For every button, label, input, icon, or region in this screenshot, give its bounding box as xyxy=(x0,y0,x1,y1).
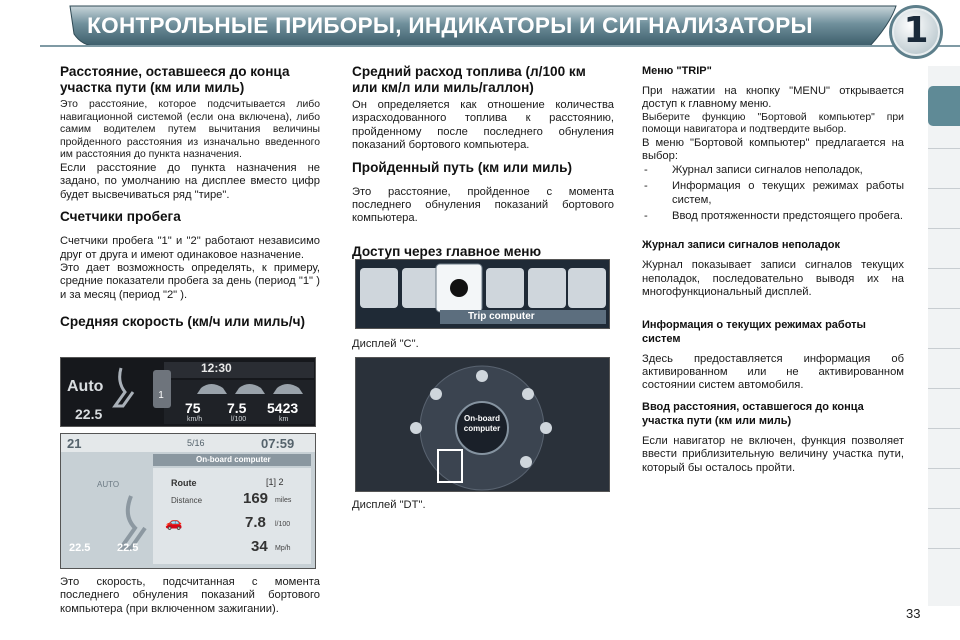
section-title-distance-travelled: Пройденный путь (км или миль) xyxy=(352,159,573,175)
section-title-odometers: Счетчики пробега xyxy=(60,209,181,225)
section-title-trip-menu: Меню "TRIP" xyxy=(642,65,712,77)
menu-options-list xyxy=(642,164,904,224)
caption-display-c: Дисплей "С". xyxy=(352,338,419,350)
header-band xyxy=(0,0,960,60)
display-speed-value: 75 xyxy=(185,400,201,416)
paragraph: При нажатии на кнопку "MENU" открывается доступ к главному меню. xyxy=(642,85,904,111)
trip-computer-menu-screen xyxy=(355,259,610,329)
section-title-fault-log: Журнал записи сигналов неполадок xyxy=(642,239,840,252)
onboard-computer-center-label: On-board computer xyxy=(463,414,501,433)
speed-unit: Mp/h xyxy=(275,545,291,552)
car-icon: 🚗 xyxy=(165,514,183,530)
display-speed-unit: km/h xyxy=(187,416,203,423)
outside-temperature: 21 xyxy=(67,436,82,451)
distance-unit: miles xyxy=(275,497,292,504)
paragraph: В меню "Бортовой компьютер" предлагается на выбор: xyxy=(642,137,904,163)
consumption-value: 7.8 xyxy=(245,514,266,531)
paragraph: Это дает возможность определять, к примеру, средние показатели пробега за день (период "1" ) и за месяц (период "2" ). xyxy=(60,262,320,301)
consumption-unit: l/100 xyxy=(275,521,291,528)
page-number: 33 xyxy=(906,606,921,621)
caption-display-dt: Дисплей "DT". xyxy=(352,499,426,511)
clock-readout: 07:59 xyxy=(261,436,295,451)
display-temperature: 22.5 xyxy=(75,406,103,422)
right-temperature: 22.5 xyxy=(117,542,139,554)
section-title-system-status: Информация о текущих режимах работы систем xyxy=(642,318,866,345)
distance-label: Distance xyxy=(171,496,203,505)
paragraph-average-speed: Это скорость, подсчитанная с момента последнего обнуления показаний бортового компьютера (при включенном зажигании). xyxy=(60,576,320,615)
route-value: [1] 2 xyxy=(266,477,284,487)
onboard-computer-radial-screen xyxy=(355,357,610,492)
distance-value: 169 xyxy=(243,490,269,507)
paragraph: Это расстояние, пройденное с момента последнего обнуления показаний бортового компьютера. xyxy=(352,185,614,225)
display-distance-value: 5423 xyxy=(267,400,299,416)
climate-mode: AUTO xyxy=(97,480,120,489)
section-title-remaining-distance: Расстояние, оставшееся до конца участка пути (км или миль) xyxy=(60,64,290,95)
column-right xyxy=(642,64,904,475)
section-title-enter-distance: Ввод расстояния, оставшегося до конца участка пути (км или миль) xyxy=(642,400,864,427)
chapter-sidebar xyxy=(928,66,960,606)
display-time: 12:30 xyxy=(201,361,232,375)
paragraph: Выберите функцию "Бортовой компьютер" при помощи навигатора и подтвердите выбор. xyxy=(642,111,904,136)
column-middle xyxy=(352,64,614,263)
section-title-fuel-consumption: Средний расход топлива (л/100 км или км/л или миль/галлон) xyxy=(352,64,586,95)
onboard-computer-title: On-board computer xyxy=(196,455,271,464)
paragraph: Если навигатор не включен, функция позволяет ввести приблизительную величину участка пути, который бы осталось пройти. xyxy=(642,434,904,474)
route-label: Route xyxy=(171,478,197,488)
paragraph: Это расстояние, которое подсчитывается либо навигационной системой (если она включена), либо самим водителем путем вычитания величины пройденного расстояния из изначально введенного им расстояния до пункта назначения. xyxy=(60,99,320,161)
section-title-main-menu-access: Доступ через главное меню xyxy=(352,243,542,259)
list-item: - Журнал записи сигналов неполадок, xyxy=(642,164,904,177)
paragraph: Счетчики пробега "1" и "2" работают независимо друг от друга и имеют одинаковое назначение. xyxy=(60,235,320,261)
speed-value: 34 xyxy=(251,538,268,555)
paragraph: Если расстояние до пункта назначения не задано, по умолчанию на дисплее вместо цифр будет высвечиваться ряд "тире". xyxy=(60,161,320,201)
paragraph: Он определяется как отношение количества израсходованного топлива к расстоянию, пройденному после последнего обнуления показаний бортового компьютера. xyxy=(352,99,614,152)
list-item: - Информация о текущих режимах работы систем, xyxy=(642,180,904,207)
display-mode: Auto xyxy=(67,378,104,395)
section-title-average-speed: Средняя скорость (км/ч или миль/ч) xyxy=(60,314,305,330)
left-temperature: 22.5 xyxy=(69,542,91,554)
display-consumption-value: 7.5 xyxy=(227,400,247,416)
display-c-onboard-computer xyxy=(60,433,316,569)
paragraph: Здесь предоставляется информация об активированном или не активированном состоянии систем автомобиля. xyxy=(642,352,904,392)
display-distance-unit: km xyxy=(279,416,289,423)
list-item: - Ввод протяженности предстоящего пробега. xyxy=(642,210,904,223)
column-left xyxy=(60,64,320,333)
date-readout: 5/16 xyxy=(187,438,205,448)
display-c-trip-screen xyxy=(60,357,316,427)
svg-text:1: 1 xyxy=(158,390,164,401)
active-chapter-tab xyxy=(928,86,960,126)
chapter-number: 1 xyxy=(903,10,929,51)
paragraph: Журнал показывает записи сигналов текущих неполадок, последовательно выводя их на многофункциональный дисплей. xyxy=(642,259,904,299)
trip-computer-label: Trip computer xyxy=(468,311,535,322)
display-consumption-unit: l/100 xyxy=(231,416,247,423)
page-title: КОНТРОЛЬНЫЕ ПРИБОРЫ, ИНДИКАТОРЫ И СИГНАЛИЗАТОРЫ xyxy=(87,13,813,38)
